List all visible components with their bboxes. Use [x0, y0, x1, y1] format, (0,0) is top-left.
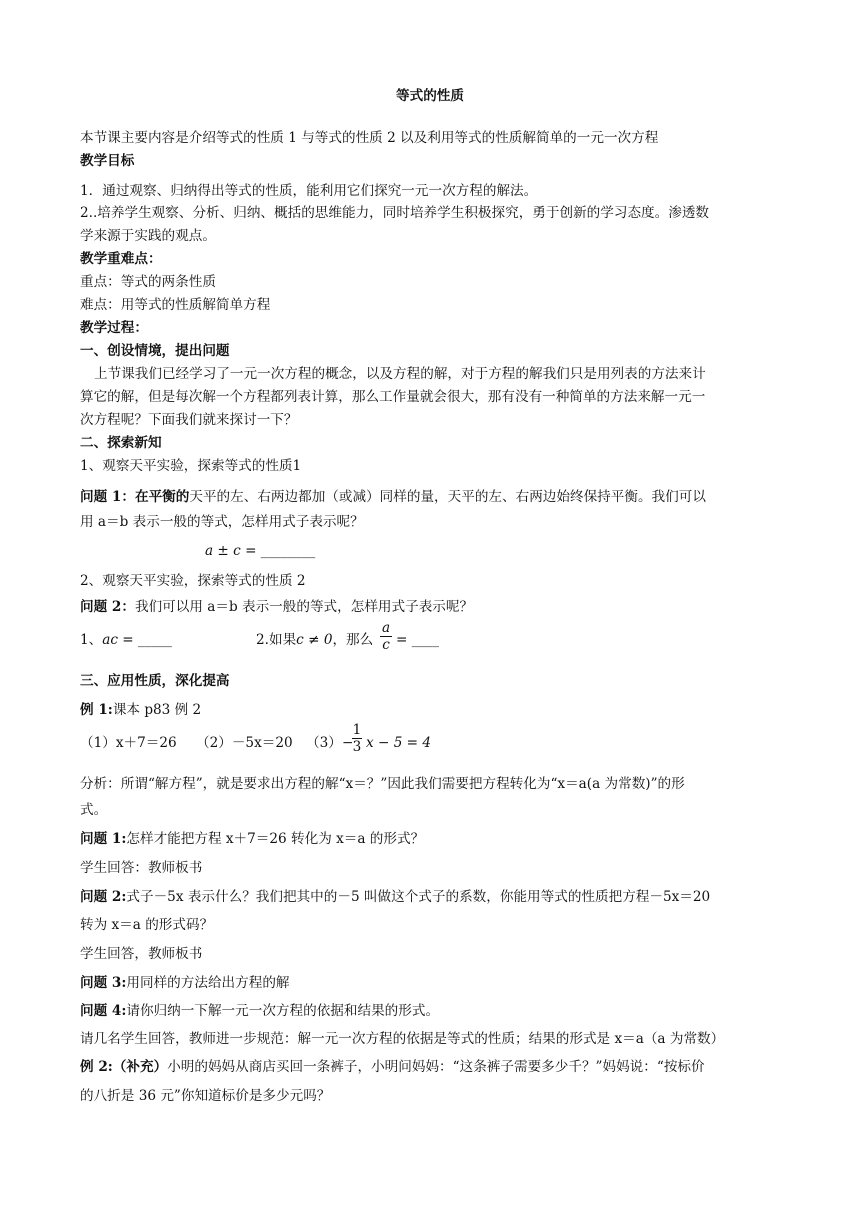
section-1-paragraph-l3: 次方程呢？下面我们就来探讨一下？: [80, 412, 298, 428]
key-focus: 重点：等式的两条性质: [80, 274, 216, 290]
formula-division-mid: ，那么: [332, 632, 374, 648]
equation-3-tail: x − 5 = 4: [366, 735, 432, 751]
example-1: [80, 700, 201, 720]
equation-3-sign: −: [342, 735, 354, 751]
observe-2: 2、观察天平实验，探索等式的性质 2: [80, 573, 306, 589]
example-2-label: 例 2:（补充）: [80, 1059, 168, 1075]
section-1-heading: 一、创设情境，提出问题: [80, 343, 230, 359]
summary-text: 请几名学生回答，教师进一步规范：解一元一次方程的依据是等式的性质；结果的形式是 x＝a（a 为常数）: [80, 1031, 725, 1047]
question-2-label: 问题 2：: [80, 599, 135, 615]
section-2-heading: 二、探索新知: [80, 435, 162, 451]
formula-division-prefix: 2.如果: [256, 632, 297, 648]
example-1-text: 课本 p83 例 2: [112, 702, 202, 718]
question-1-cont: 用 a＝b 表示一般的等式，怎样用式子表示呢？: [80, 514, 364, 530]
formula-ac: [80, 630, 172, 650]
analysis-text: 分析：所谓“解方程”，就是要求出方程的解“x＝？”因此我们需要把方程转化为“x＝a(a 为常数)”的形: [80, 776, 685, 792]
formula-division-condition: c ≠ 0: [296, 632, 333, 648]
example-2-text: 小明的妈妈从商店买回一条裤子，小明问妈妈：“这条裤子需要多少千？”妈妈说：“按标价: [167, 1059, 705, 1075]
question-2-text: 我们可以用 a＝b 表示一般的等式，怎样用式子表示呢？: [134, 599, 474, 615]
question-2: [80, 597, 473, 617]
fraction-one-third-denominator: 3: [352, 739, 362, 755]
question-1: [80, 487, 706, 507]
app-question-2-label: 问题 2:: [80, 889, 127, 905]
formula-division: [256, 630, 373, 650]
answer-1: 学生回答：教师板书: [80, 860, 203, 876]
app-question-3-label: 问题 3:: [80, 975, 127, 991]
formula-division-tail: = ____: [396, 632, 439, 648]
section-3-heading: 三、应用性质，深化提高: [80, 673, 230, 689]
app-question-2-text: 式子－5x 表示什么？我们把其中的－5 叫做这个式子的系数，你能用等式的性质把方程－5x＝20: [126, 889, 711, 905]
section-1-paragraph-l2: 算它的解，但是每次解一个方程都列表计算，那么工作量就会很大，那有没有一种简单的方法来解一元一: [80, 389, 706, 405]
goal-item-2: 2..培养学生观察、分析、归纳、概括的思维能力，同时培养学生积极探究，勇于创新的学习态度。渗透数: [80, 205, 710, 221]
answer-2: 学生回答，教师板书: [80, 946, 203, 962]
fraction-one-third: [352, 722, 362, 755]
process-heading: 教学过程：: [80, 320, 148, 336]
fraction-one-third-numerator: 1: [352, 722, 362, 738]
question-1-text: 天平的左、右两边都加（或减）同样的量，天平的左、右两边始终保持平衡。我们可以: [189, 489, 706, 505]
app-question-1-text: 怎样才能把方程 x＋7＝26 转化为 x＝a 的形式？: [126, 831, 425, 847]
formula-ac-prefix: 1、: [80, 632, 103, 648]
app-question-1: [80, 829, 424, 849]
example-2: [80, 1057, 705, 1077]
goals-heading: 教学目标: [80, 153, 135, 169]
fraction-denominator: c: [380, 636, 392, 653]
app-question-4-text: 请你归纳一下解一元一次方程的依据和结果的形式。: [126, 1003, 440, 1019]
fraction-a-over-c: [380, 620, 392, 653]
example-1-label: 例 1:: [80, 702, 113, 718]
example-2-cont: 的八折是 36 元”你知道标价是多少元吗？: [80, 1088, 331, 1104]
section-1-paragraph: 上节课我们已经学习了一元一次方程的概念，以及方程的解，对于方程的解我们只是用列表的方法来计: [94, 366, 706, 382]
equation-1: （1）x＋7＝26: [80, 735, 177, 751]
equation-2: （2）－5x＝20: [196, 735, 293, 751]
app-question-2-cont: 转为 x＝a 的形式码？: [80, 917, 214, 933]
key-difficulty: 难点：用等式的性质解简单方程: [80, 297, 271, 313]
app-question-1-label: 问题 1:: [80, 831, 127, 847]
goal-item-1: 1．通过观察、归纳得出等式的性质，能利用它们探究一元一次方程的解法。: [80, 183, 538, 199]
analysis-text-cont: 式。: [80, 802, 108, 818]
equation-3-prefix: （3）: [306, 735, 342, 751]
formula-property-1: a ± c = ________: [205, 543, 316, 559]
observe-1: 1、观察天平实验，探索等式的性质1: [80, 458, 302, 474]
goal-item-2-cont: 学来源于实践的观点。: [80, 228, 216, 244]
app-question-3-text: 用同样的方法给出方程的解: [126, 975, 290, 991]
intro-text: 本节课主要内容是介绍等式的性质 1 与等式的性质 2 以及利用等式的性质解简单的一元一次方程: [80, 130, 659, 146]
key-heading: 教学重难点：: [80, 251, 162, 267]
app-question-4-label: 问题 4:: [80, 1003, 127, 1019]
fraction-numerator: a: [381, 620, 391, 636]
page-title: 等式的性质: [396, 88, 464, 104]
app-question-3: [80, 973, 290, 993]
app-question-2: [80, 887, 710, 907]
app-question-4: [80, 1001, 439, 1021]
question-1-label: 问题 1：在平衡的: [80, 489, 190, 505]
formula-ac-expr: ac = _____: [102, 632, 172, 648]
